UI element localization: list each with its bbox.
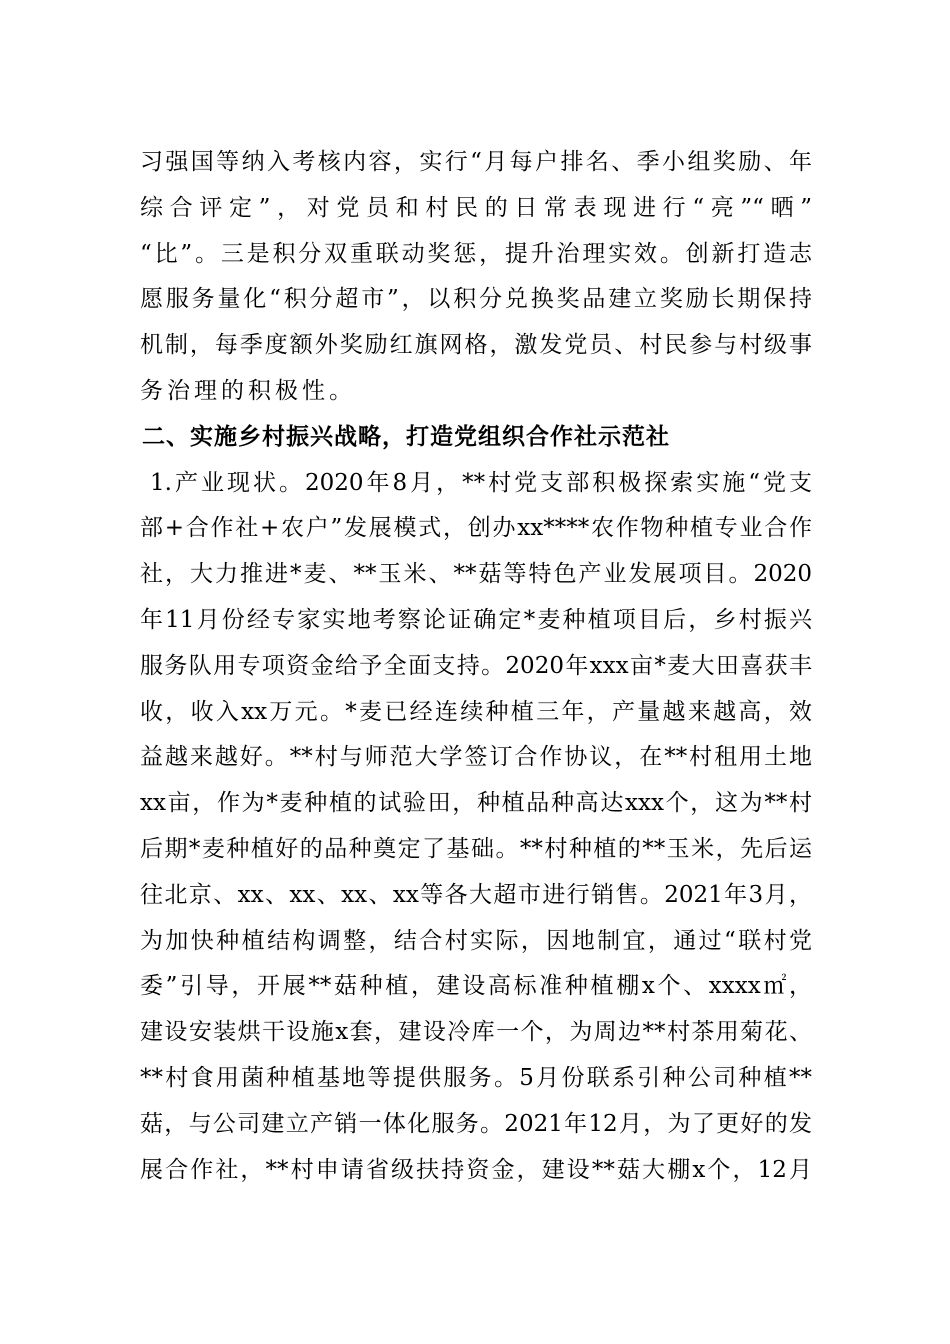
text-line: 习强国等纳入考核内容，实行“月每户排名、季小组奖励、年 bbox=[140, 149, 812, 175]
text-line: 后期*麦种植好的品种奠定了基础。**村种植的**玉米，先后运 bbox=[140, 835, 812, 862]
text-line: 机制，每季度额外奖励红旗网格，激发党员、村民参与村级事 bbox=[140, 332, 812, 359]
text-line: 展合作社，**村申请省级扶持资金，建设**菇大棚x个，12月 bbox=[140, 1156, 812, 1183]
text-line: 服务队用专项资金给予全面支持。2020年xxx亩*麦大田喜获丰 bbox=[140, 652, 812, 679]
text-line: 益越来越好。**村与师范大学签订合作协议，在**村租用土地 bbox=[140, 744, 812, 771]
document-page bbox=[140, 140, 812, 1193]
text-line: 务治理的积极性。 bbox=[140, 377, 356, 404]
text-line: 为加快种植结构调整，结合村实际，因地制宜，通过“联村党 bbox=[140, 927, 812, 954]
text-line: xx亩，作为*麦种植的试验田，种植品种高达xxx个，这为**村 bbox=[140, 790, 812, 817]
text-line: 建设安装烘干设施x套，建设冷库一个，为周边**村茶用菊花、 bbox=[140, 1019, 812, 1046]
text-line: 委”引导，开展**菇种植，建设高标准种植棚x个、xxxx㎡， bbox=[140, 973, 812, 1000]
text-line: “比”。三是积分双重联动奖惩，提升治理实效。创新打造志 bbox=[140, 240, 812, 267]
text-line: 年11月份经专家实地考察论证确定*麦种植项目后，乡村振兴 bbox=[140, 606, 812, 633]
text-line: 综合评定”，对党员和村民的日常表现进行“亮”“晒” bbox=[140, 194, 812, 221]
text-line: 往北京、xx、xx、xx、xx等各大超市进行销售。2021年3月， bbox=[140, 881, 812, 908]
text-line: 1.产业现状。2020年8月，**村党支部积极探索实施“党支 bbox=[150, 469, 812, 496]
text-line: 愿服务量化“积分超市”，以积分兑换奖品建立奖励长期保持 bbox=[140, 286, 812, 313]
text-line: 收，收入xx万元。*麦已经连续种植三年，产量越来越高，效 bbox=[140, 698, 812, 725]
section-heading: 二、实施乡村振兴战略，打造党组织合作社示范社 bbox=[142, 423, 670, 450]
text-line: 部+合作社+农户”发展模式，创办xx****农作物种植专业合作 bbox=[140, 515, 812, 542]
text-line: 社，大力推进*麦、**玉米、**菇等特色产业发展项目。2020 bbox=[140, 561, 812, 588]
text-line: **村食用菌种植基地等提供服务。5月份联系引种公司种植** bbox=[140, 1064, 812, 1091]
text-line: 菇，与公司建立产销一体化服务。2021年12月，为了更好的发 bbox=[140, 1110, 812, 1137]
